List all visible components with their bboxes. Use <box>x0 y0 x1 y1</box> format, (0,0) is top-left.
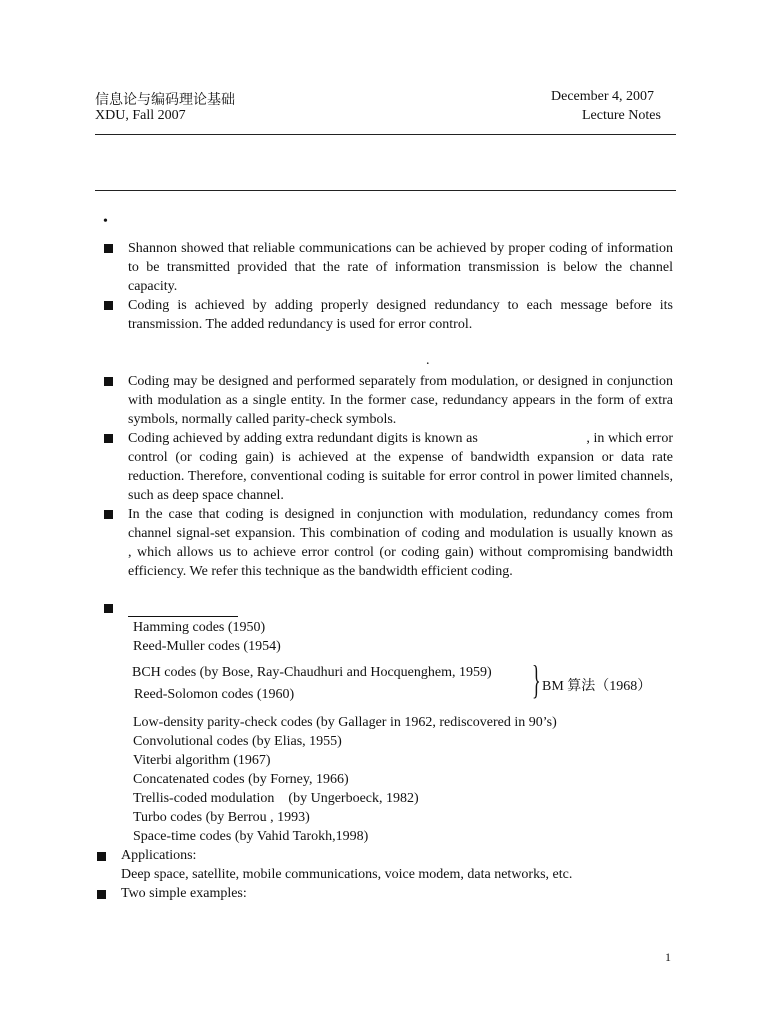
brace-icon: } <box>532 657 541 702</box>
paragraph-shannon: Shannon showed that reliable communications can be achieved by proper coding of information to be transmitted provided that the rate of information transmission is below the channel capacity. <box>128 241 673 294</box>
bullet-icon <box>104 434 113 443</box>
examples-label: Two simple examples: <box>121 886 247 901</box>
bullet-icon <box>104 510 113 519</box>
document-type: Lecture Notes <box>582 108 661 123</box>
code-history-item: Trellis-coded modulation (by Ungerboeck, 1982) <box>133 791 419 806</box>
code-history-reed-solomon: Reed-Solomon codes (1960) <box>134 687 295 702</box>
code-history-item: Reed-Muller codes (1954) <box>133 639 281 654</box>
code-history-item: Space-time codes (by Vahid Tarokh,1998) <box>133 829 369 844</box>
course-title: 信息论与编码理论基础 <box>95 93 235 108</box>
bullet-icon <box>104 377 113 386</box>
paragraph-coding-redundancy: Coding is achieved by adding properly designed redundancy to each message before its transmission. The added redundancy is used for error control. <box>128 298 673 332</box>
paragraph-coding-modulation: Coding may be designed and performed separately from modulation, or designed in conjunction with modulation as a single entity. In the former case, redundancy appears in the form of extra symbols, normally called parity-check symbols. <box>128 374 673 427</box>
header-rule <box>95 134 676 135</box>
bullet-icon <box>104 604 113 613</box>
code-history-item: Low-density parity-check codes (by Gallager in 1962, rediscovered in 90’s) <box>133 715 557 730</box>
blank-heading-underline <box>128 616 238 617</box>
bm-algorithm-label: BM 算法（1968） <box>542 679 652 694</box>
page-number: 1 <box>665 950 671 964</box>
section-dot: . <box>426 353 430 368</box>
code-history-item: Convolutional codes (by Elias, 1955) <box>133 734 342 749</box>
intro-dot: • <box>103 214 108 229</box>
applications-label: Applications: <box>121 848 197 863</box>
code-history-item: Turbo codes (by Berrou , 1993) <box>133 810 310 825</box>
school-term: XDU, Fall 2007 <box>95 108 186 123</box>
bullet-icon <box>97 890 106 899</box>
code-history-item: Hamming codes (1950) <box>133 620 266 635</box>
code-history-item: Concatenated codes (by Forney, 1966) <box>133 772 349 787</box>
applications-text: Deep space, satellite, mobile communications, voice modem, data networks, etc. <box>121 867 573 882</box>
bullet-icon <box>97 852 106 861</box>
paragraph-coded-modulation: In the case that coding is designed in conjunction with modulation, redundancy comes from channel signal-set expansion. This combination of coding and modulation is usually known as , which allows us to achieve error control (or coding gain) without compromising bandwidth efficiency. We refer this technique as the bandwidth efficient coding. <box>128 507 764 579</box>
paragraph-redundant-digits: Coding achieved by adding extra redundant digits is known as , in which error control (or coding gain) is achieved at the expense of bandwidth expansion or data rate reduction. Therefore, conventional coding is suitable for error control in power limited channels, such as deep space channel. <box>128 431 677 503</box>
code-history-item: Viterbi algorithm (1967) <box>133 753 271 768</box>
document-date: December 4, 2007 <box>551 89 655 104</box>
bullet-icon <box>104 244 113 253</box>
title-rule <box>95 190 676 191</box>
bullet-icon <box>104 301 113 310</box>
code-history-bch: BCH codes (by Bose, Ray-Chaudhuri and Hocquenghem, 1959) <box>132 665 492 680</box>
